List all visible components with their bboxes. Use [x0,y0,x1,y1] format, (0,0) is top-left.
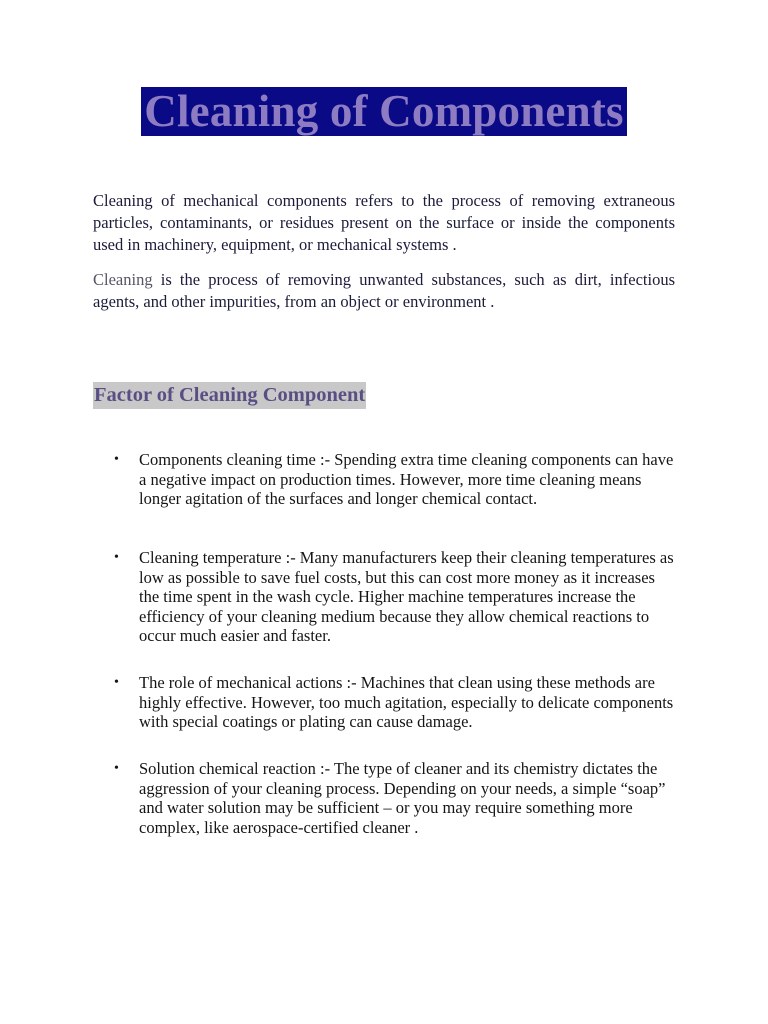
list-item [114,450,679,509]
title-container [0,87,768,136]
list-item-text: Solution chemical reaction :- The type of cleaner and its chemistry dictates the aggression of your cleaning process. Depending on your needs, a simple “soap” and water solution may be sufficient – or you may require something more complex, like aerospace-certified cleaner . [139,759,666,837]
bullet-icon: • [114,550,119,565]
bullet-icon: • [114,452,119,467]
intro-paragraph: Cleaning of mechanical components refers to the process of removing extraneous particles, contaminants, or residues present on the surface or inside the components used in machinery, equipment, or mechanical systems . [93,191,675,254]
list-item [114,759,679,837]
page-title: Cleaning of Components [141,87,626,136]
list-item [114,548,679,646]
bullet-icon: • [114,675,119,690]
definition-lead-word: Cleaning [93,270,161,289]
definition-paragraph [93,269,675,313]
definition-text: is the process of removing unwanted substances, such as dirt, infectious agents, and other impurities, from an object or environment . [93,270,676,311]
list-item-text: Cleaning temperature :- Many manufacturers keep their cleaning temperatures as low as possible to save fuel costs, but this can cost more money as it increases the time spent in the wash cycle. Higher machine temperatures increase the efficiency of your cleaning medium because they allow chemical reactions to occur much easier and faster. [139,548,674,646]
bullet-icon: • [114,761,119,776]
list-item-text: Components cleaning time :- Spending extra time cleaning components can have a negative impact on production times. However, more time cleaning means longer agitation of the surfaces and longer chemical contact. [139,450,674,509]
section-heading: Factor of Cleaning Component [93,382,366,409]
list-item-text: The role of mechanical actions :- Machines that clean using these methods are highly effective. However, too much agitation, especially to delicate components with special coatings or plating can cause damage. [139,673,674,732]
list-item [114,673,679,732]
